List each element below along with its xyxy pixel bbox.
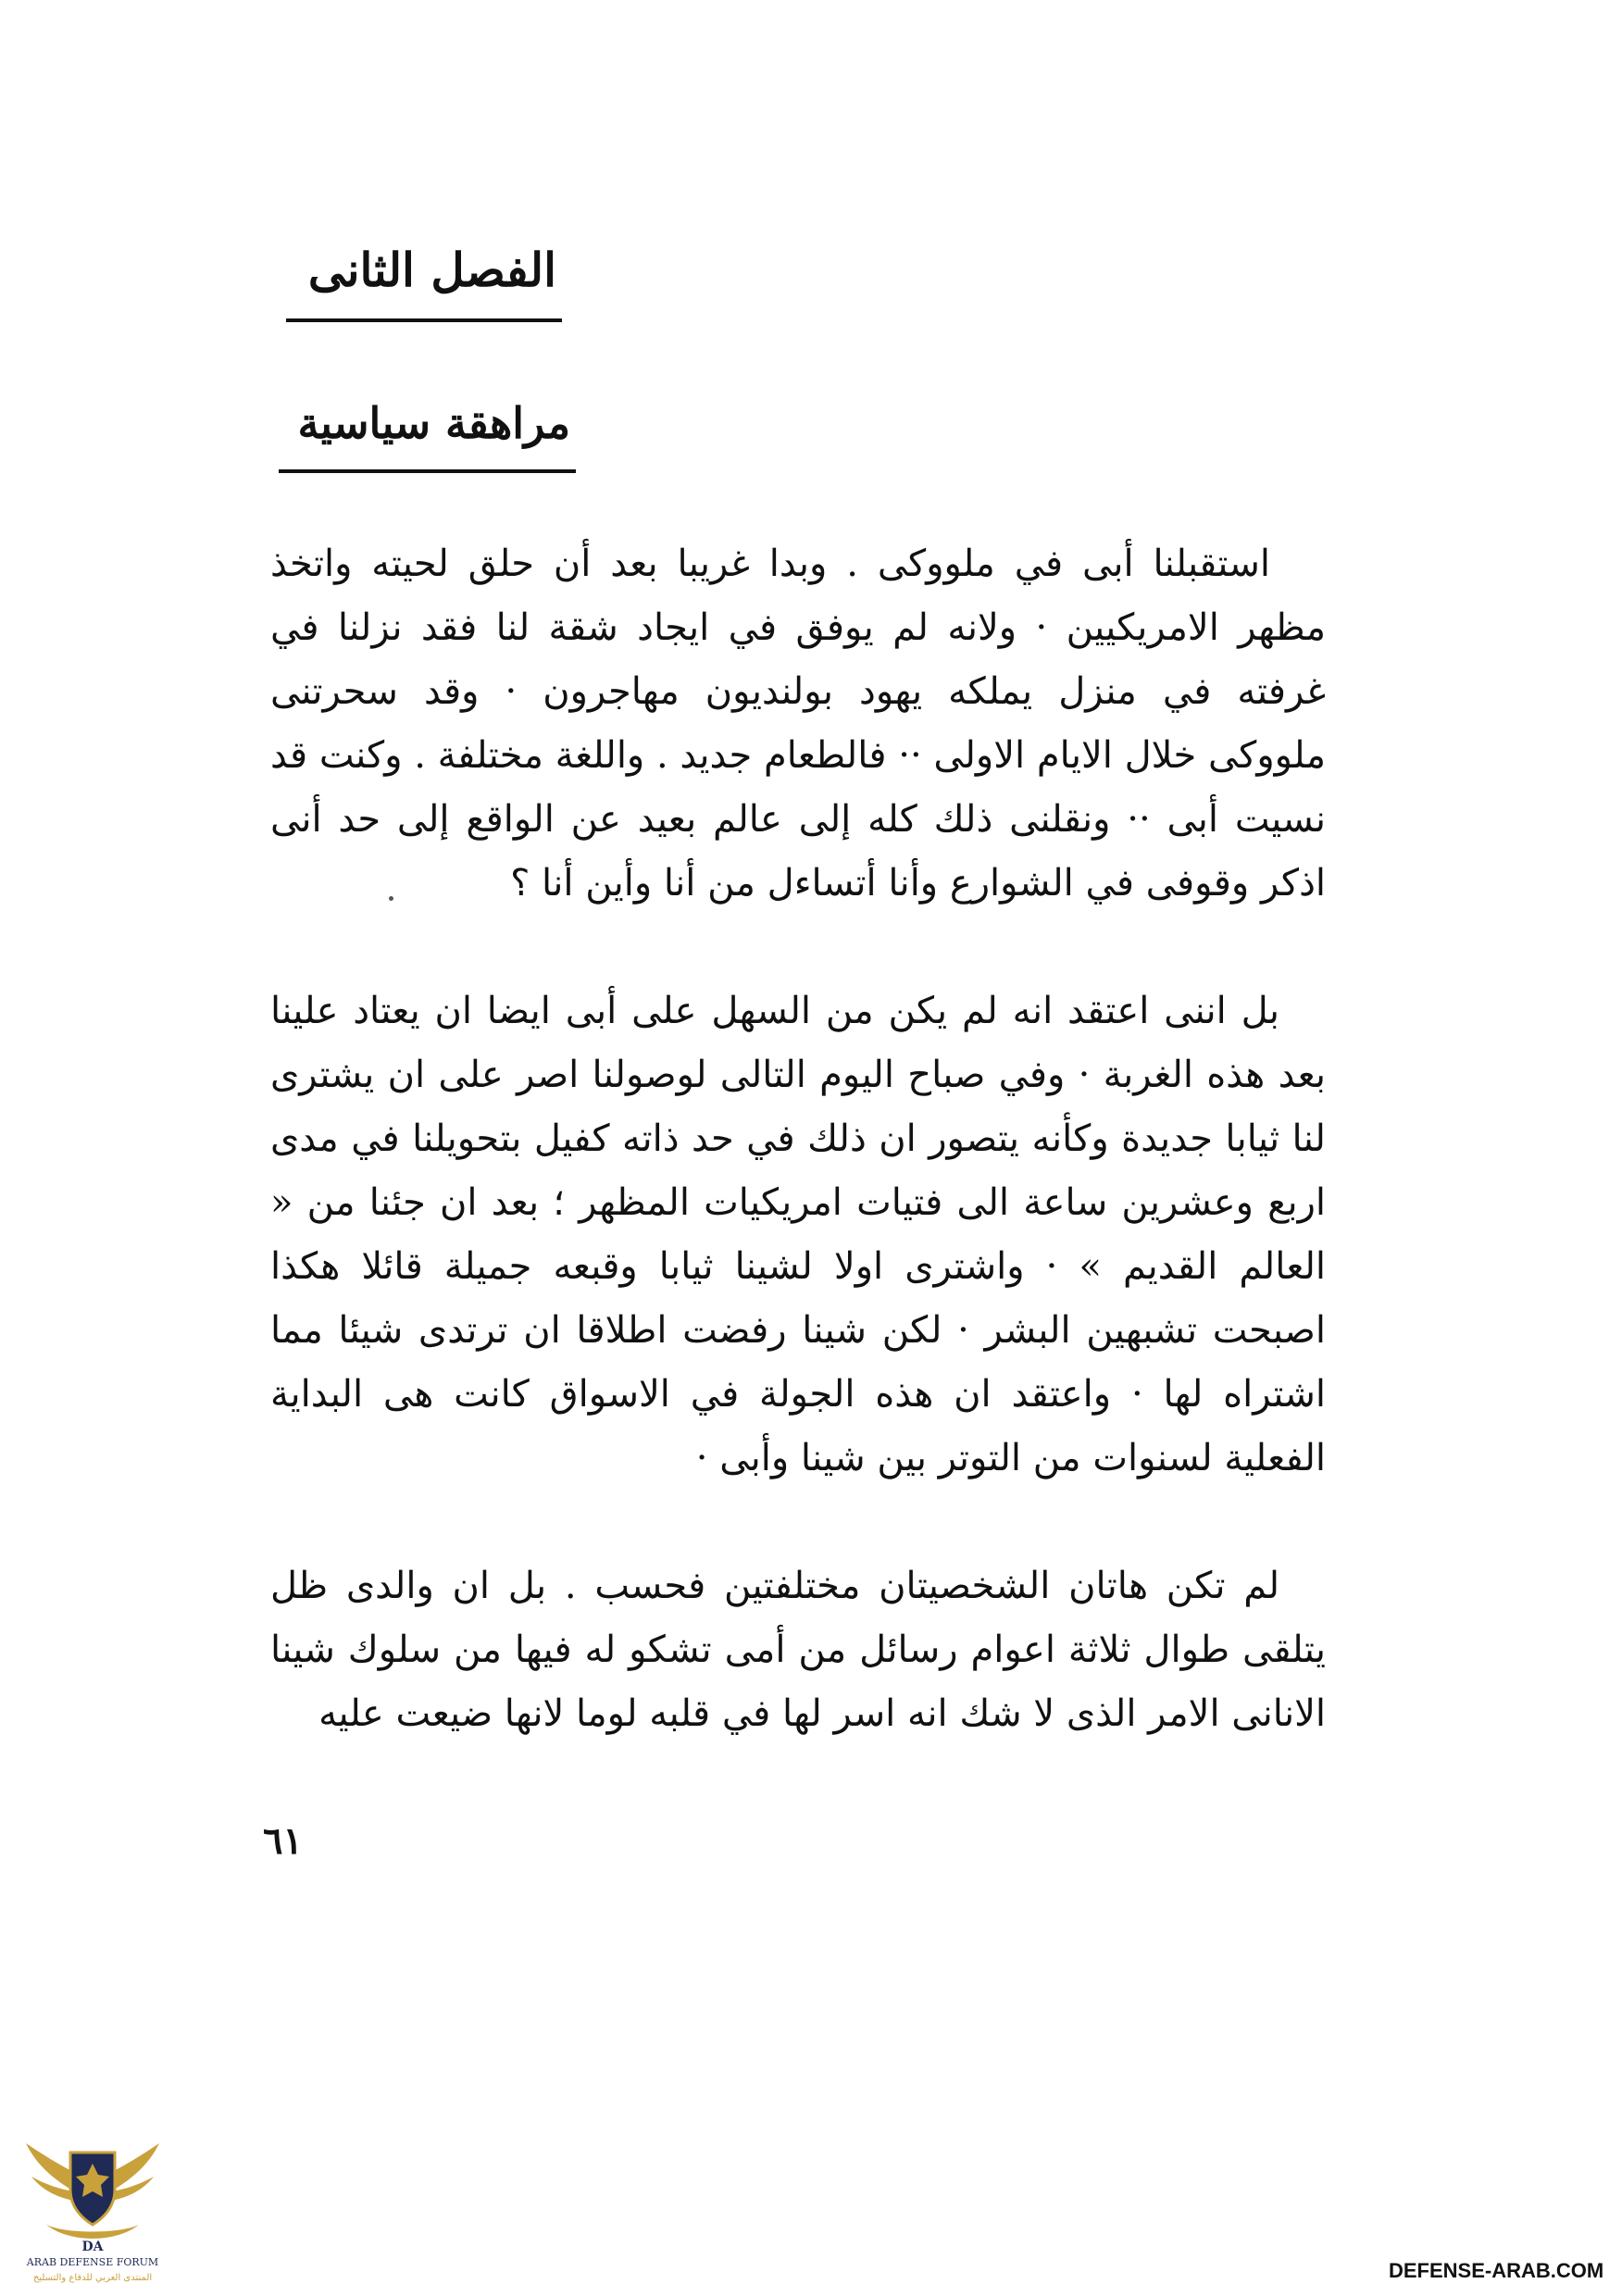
chapter-title: الفصل الثانى	[286, 243, 562, 322]
section-title: مراهقة سياسية	[279, 398, 576, 473]
arab-defense-forum-logo	[19, 2115, 167, 2287]
logo-name: ARAB DEFENSE FORUM	[26, 2256, 159, 2268]
scan-speck	[389, 896, 393, 901]
page-number: ٦١	[263, 1819, 303, 1863]
logo-initials: DA	[81, 2240, 104, 2254]
paragraph-3: لم تكن هاتان الشخصيتان مختلفتين فحسب . بل ان والدى ظل يتلقى طوال ثلاثة اعوام رسائل من أمى تشكو له فيها من سلوك شينا الانانى الامر الذى لا شك انه اسر لها في قلبه لوما لانها ضيعت عليه	[270, 1565, 1326, 1735]
body-text	[270, 532, 1326, 1810]
logo-arabic: المنتدى العربي للدفاع والتسليح	[32, 2273, 153, 2283]
paragraph-1: استقبلنا أبى في ملووكى . وبدا غريبا بعد أن حلق لحيته واتخذ مظهر الامريكيين · ولانه لم يوفق في ايجاد شقة لنا فقد نزلنا في غرفته في منزل يملكه يهود بولنديون مهاجرون · وقد سحرتنى ملووكى خلال الايام الاولى ·· فالطعام جديد . واللغة مختلفة . وكنت قد نسيت أبى ·· ونقلنى ذلك كله إلى عالم بعيد عن الواقع إلى حد أنى اذكر وقوفى في الشوارع وأنا أتساءل من أنا وأين أنا ؟	[270, 543, 1326, 905]
paragraph-2: بل اننى اعتقد انه لم يكن من السهل على أبى ايضا ان يعتاد علينا بعد هذه الغربة · وفي صباح اليوم التالى لوصولنا اصر على ان يشترى لنا ثيابا جديدة وكأنه يتصور ان ذلك في حد ذاته كفيل بتحويلنا في مدى اربع وعشرين ساعة الى فتيات امريكيات المظهر ؛ بعد ان جئنا من « العالم القديم » · واشترى اولا لشينا ثيابا وقبعه جميلة قائلا هكذا اصبحت تشبهين البشر · لكن شينا رفضت اطلاقا ان ترتدى شيئا مما اشتراه لها · واعتقد ان هذه الجولة في الاسواق كانت هى البداية الفعلية لسنوات من التوتر بين شينا وأبى ·	[270, 990, 1326, 1479]
watermark-url: DEFENSE-ARAB.COM	[1389, 2259, 1604, 2282]
